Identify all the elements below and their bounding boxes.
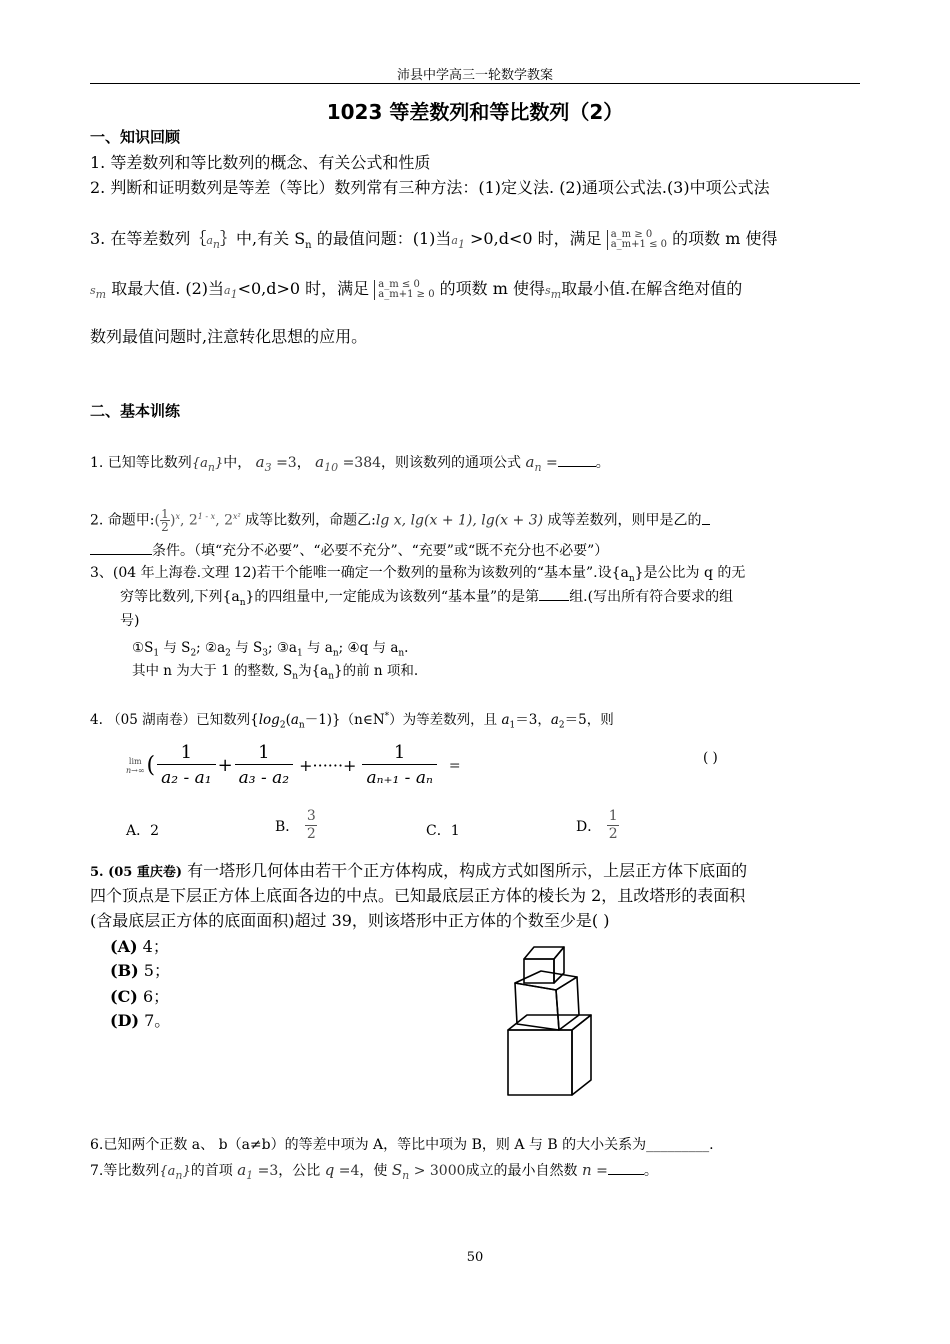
text: ①S xyxy=(132,640,154,656)
page-header: 沛县中学高三一轮数学教案 xyxy=(396,68,553,83)
math: q xyxy=(324,1161,335,1179)
question-5-line-3: (含最底层正方体的底面面积)超过 39，则该塔形中正方体的个数至少是( ) xyxy=(90,911,610,930)
q5-option-b[interactable] xyxy=(110,958,170,981)
question-2: 2. 命题甲:( $\frac{1}{2}$ )$^x$, 2$^{1 - x}$, $2^{x^2}$ 成等比数列，命题乙:lg x, lg(x + 1), lg(x + 3) 成等差数列，则甲是乙的 xyxy=(90,508,710,533)
math: } xyxy=(214,456,224,471)
math: , 2 xyxy=(215,512,233,529)
text: 组.(写出所有符合要求的组 xyxy=(569,589,734,605)
text: }的四组量中,一定能成为该数列“基本量”的是第 xyxy=(245,589,540,605)
text: 与 S xyxy=(159,640,191,656)
text: ， xyxy=(296,455,311,471)
text: 3、(04 年上海卷.文理 12)若干个能唯一确定一个数列的量称为该数列的“基本量”.设{a xyxy=(90,565,629,581)
answer-blank[interactable] xyxy=(702,524,710,525)
math-value: > 3000 xyxy=(409,1163,466,1179)
answer-blank[interactable] xyxy=(539,600,569,601)
lim-sub: n→∞ xyxy=(126,765,145,775)
text: ，则该数列的通项公式 xyxy=(381,455,522,471)
math: a xyxy=(550,712,559,728)
text: >0,d<0 时，满足 xyxy=(464,229,602,248)
math-s: s xyxy=(90,284,96,297)
text: ＝3， xyxy=(515,712,551,728)
text: . xyxy=(404,640,409,656)
text: ; ②a xyxy=(196,640,226,656)
header-divider xyxy=(90,83,860,84)
sub: 1 xyxy=(509,720,516,731)
question-3-line-2 xyxy=(120,586,733,608)
question-7 xyxy=(90,1160,658,1182)
num: 1 xyxy=(180,742,193,763)
term-2 xyxy=(235,742,293,789)
sub: n xyxy=(239,597,246,608)
option-label: (C) xyxy=(110,987,138,1006)
lim-block xyxy=(126,757,145,775)
answer-blank[interactable] xyxy=(90,554,152,555)
text: 与 S xyxy=(230,640,263,656)
frac-den: 2 xyxy=(161,520,169,534)
option-label: (B) xyxy=(110,961,139,980)
page-title: 1023 等差数列和等比数列（2） xyxy=(326,100,624,124)
paren: ( xyxy=(146,753,156,778)
text: 有一塔形几何体由若干个正方体构成，构成方式如图所示，上层正方体下底面的 xyxy=(182,861,748,880)
text: 成等差数列，则甲是乙的 xyxy=(543,512,702,529)
answer-blank[interactable] xyxy=(558,466,596,467)
math-sub: 1 xyxy=(246,1168,254,1182)
text: ｝中,有关 S xyxy=(220,229,306,248)
math: S xyxy=(391,1161,403,1179)
math: a xyxy=(501,712,510,728)
math-value: =3 xyxy=(253,1163,279,1179)
question-label: 5. (05 重庆卷) xyxy=(90,865,183,880)
dots: +······+ xyxy=(299,756,357,775)
math-sup: 1 - x xyxy=(197,511,216,521)
inequality-system-2 xyxy=(374,280,434,300)
math: = xyxy=(541,455,558,471)
option-b-fraction xyxy=(305,808,317,843)
text: ，公比 xyxy=(278,1163,321,1179)
text: 条件。（填“充分不必要”、“必要不充分”、“充要”或“既不充分也不必要”） xyxy=(152,543,609,559)
text: 3. 在等差数列｛ xyxy=(90,229,207,248)
math-sub: 1 xyxy=(457,238,465,252)
text: 的最值问题：(1)当 xyxy=(311,229,452,248)
q5-option-c[interactable] xyxy=(110,984,169,1007)
text: ＝5，则 xyxy=(564,712,614,728)
math-sub: n xyxy=(207,460,215,474)
den: 2 xyxy=(306,826,316,842)
sub: n xyxy=(628,573,635,584)
num: 1 xyxy=(258,742,270,763)
text: －1)}（n∈N xyxy=(304,712,385,728)
option-label: D． xyxy=(576,818,602,835)
question-3-note xyxy=(132,659,418,682)
math-a1: a xyxy=(224,284,231,297)
sys-bottom: a_m+1 ≤ 0 xyxy=(610,238,668,250)
lim: lim xyxy=(128,756,142,766)
math-a: a xyxy=(206,234,213,247)
question-4 xyxy=(90,708,614,731)
math-s: s xyxy=(545,284,551,297)
math: {a xyxy=(159,1164,176,1179)
top-cube-front xyxy=(524,959,554,983)
section-heading-training: 二、基本训练 xyxy=(90,402,181,420)
math-sup: x² xyxy=(233,511,241,521)
question-3-line-1 xyxy=(90,562,745,584)
den: a₂ - a₁ xyxy=(157,764,215,789)
review-line-5: 数列最值问题时,注意转化思想的应用。 xyxy=(90,327,368,346)
math-sub: n xyxy=(305,240,312,252)
question-3-options xyxy=(132,636,408,659)
text: ; ③a xyxy=(267,640,297,656)
sub: n xyxy=(292,671,299,682)
text: 中， xyxy=(223,455,252,471)
middle-cube-side xyxy=(556,977,579,1030)
option-value: 7。 xyxy=(139,1011,171,1030)
num: 3 xyxy=(306,808,316,824)
math: , 2 xyxy=(179,512,198,529)
den: 2 xyxy=(608,826,618,842)
text: ; ④q 与 a xyxy=(338,640,399,656)
option-d[interactable] xyxy=(576,808,619,843)
text: 穷等比数列,下列{a xyxy=(120,589,240,605)
plus: + xyxy=(217,755,233,776)
text: ( xyxy=(285,712,291,728)
term-1 xyxy=(157,742,215,789)
sub: 2 xyxy=(558,720,565,731)
option-d-fraction xyxy=(607,808,619,843)
text: 成立的最小自然数 xyxy=(465,1163,578,1179)
review-line-1: 1. 等差数列和等比数列的概念、有关公式和性质 xyxy=(90,153,431,172)
math: = xyxy=(591,1163,608,1179)
sub: n xyxy=(328,671,335,682)
math-sub: 10 xyxy=(324,460,339,474)
option-b[interactable] xyxy=(275,808,317,843)
bottom-cube-side xyxy=(572,1015,591,1095)
inequality-system-1 xyxy=(607,230,667,250)
top-cube-side xyxy=(554,947,564,983)
sub: 3 xyxy=(262,648,268,659)
math: a xyxy=(255,453,265,471)
math-sub: m xyxy=(550,288,562,302)
math: } xyxy=(182,1164,191,1179)
text: 的项数 m 使得 xyxy=(439,279,546,298)
option-label: (A) xyxy=(110,937,138,956)
sub: 1 xyxy=(153,648,160,659)
math-sub: 3 xyxy=(264,460,272,474)
limit-expression xyxy=(126,742,461,789)
text: 4. （05 湖南卷）已知数列{ xyxy=(90,712,259,728)
text: <0,d>0 时，满足 xyxy=(237,279,370,298)
option-a[interactable]: A．2 xyxy=(126,823,160,839)
math-sub: m xyxy=(95,288,107,302)
text: 与 a xyxy=(302,640,333,656)
text: 2. 命题甲: xyxy=(90,512,155,529)
sub: 2 xyxy=(190,648,197,659)
term-3 xyxy=(362,742,436,789)
question-5-line-1 xyxy=(90,858,747,881)
sub: n xyxy=(298,720,305,731)
text: ）为等差数列，且 xyxy=(389,712,502,728)
page-number: 50 xyxy=(466,1250,484,1265)
math-a1: a xyxy=(451,234,458,247)
den: a₃ - a₂ xyxy=(235,764,293,789)
math: a xyxy=(290,712,299,728)
sup: * xyxy=(384,711,390,722)
math-value: =4 xyxy=(334,1163,360,1179)
math: log xyxy=(258,712,280,728)
question-2-line-2 xyxy=(90,540,608,560)
math-sub: 1 xyxy=(230,288,238,302)
math: a xyxy=(315,453,325,471)
sub: n xyxy=(332,648,339,659)
option-c[interactable]: C．1 xyxy=(426,823,460,839)
bottom-cube-front xyxy=(508,1030,572,1095)
text: 取最小值.在解含绝对值的 xyxy=(561,279,743,298)
sys-top: a_m ≥ 0 xyxy=(610,228,653,240)
q5-option-d[interactable] xyxy=(110,1008,170,1031)
option-value: 5； xyxy=(138,961,170,980)
sub: n xyxy=(398,648,405,659)
question-6: 6.已知两个正数 a、 b（a≠b）的等差中项为 A，等比中项为 B，则 A 与 B 的大小关系为_________. xyxy=(90,1137,714,1153)
q5-option-a[interactable] xyxy=(110,934,169,957)
frac-num: 1 xyxy=(161,507,169,521)
math: {a xyxy=(191,456,208,471)
sub: 2 xyxy=(225,648,231,659)
question-5-line-2: 四个顶点是下层正方体上底面各边的中点。已知最底层正方体的棱长为 2，且改塔形的表面积 xyxy=(90,886,746,905)
sub: 1 xyxy=(296,648,303,659)
text: 其中 n 为大于 1 的整数, S xyxy=(132,663,293,679)
answer-paren: ( ) xyxy=(703,750,718,766)
text: 。 xyxy=(595,455,610,471)
answer-blank[interactable] xyxy=(608,1174,644,1175)
math-logs: lg x, lg(x + 1), lg(x + 3) xyxy=(375,512,544,529)
text: 取最大值. (2)当 xyxy=(111,279,225,298)
text: }是公比为 q 的无 xyxy=(634,565,746,581)
option-label: (D) xyxy=(110,1011,140,1030)
math-sub: n xyxy=(402,1168,410,1182)
num: 1 xyxy=(608,808,618,824)
text: 为{a xyxy=(298,663,329,679)
fraction-half xyxy=(160,508,170,533)
bottom-cube-top xyxy=(508,1015,591,1030)
math: n xyxy=(581,1161,592,1179)
option-label: B． xyxy=(275,818,300,835)
text: ，使 xyxy=(359,1163,388,1179)
option-value: 4； xyxy=(137,937,169,956)
sys-bottom: a_m+1 ≥ 0 xyxy=(378,288,435,300)
section-heading-review: 一、知识回顾 xyxy=(90,128,181,146)
equals: = xyxy=(448,757,461,774)
text: 的项数 m 使得 xyxy=(672,229,778,248)
math-value: =384 xyxy=(338,455,382,471)
review-line-2: 2. 判断和证明数列是等差（等比）数列常有三种方法：(1)定义法. (2)通项公式法.(3)中项公式法 xyxy=(90,178,770,197)
sys-top: a_m ≤ 0 xyxy=(378,278,420,290)
question-3-line-3: 号) xyxy=(120,613,140,629)
math: a xyxy=(525,453,535,471)
math: a xyxy=(237,1161,247,1179)
math-sub: n xyxy=(175,1168,183,1182)
option-value: 6； xyxy=(137,987,170,1006)
text: 的首项 xyxy=(190,1163,233,1179)
tower-cubes-figure xyxy=(500,935,610,1100)
review-line-3 xyxy=(90,226,777,251)
math-value: =3 xyxy=(271,455,297,471)
question-1 xyxy=(90,452,610,474)
text: 。 xyxy=(643,1163,658,1179)
text: }的前 n 项和. xyxy=(334,663,419,679)
math-sub: n xyxy=(534,460,542,474)
review-line-4 xyxy=(90,276,742,301)
num: 1 xyxy=(393,742,406,763)
math-sup: x xyxy=(175,511,180,521)
text: 1. 已知等比数列 xyxy=(90,455,192,471)
den: aₙ₊₁ - aₙ xyxy=(362,764,436,789)
text: 7.等比数列 xyxy=(90,1163,160,1179)
text: 成等比数列，命题乙: xyxy=(240,512,376,529)
sub: 2 xyxy=(279,720,286,731)
math-sub: n xyxy=(212,238,221,252)
